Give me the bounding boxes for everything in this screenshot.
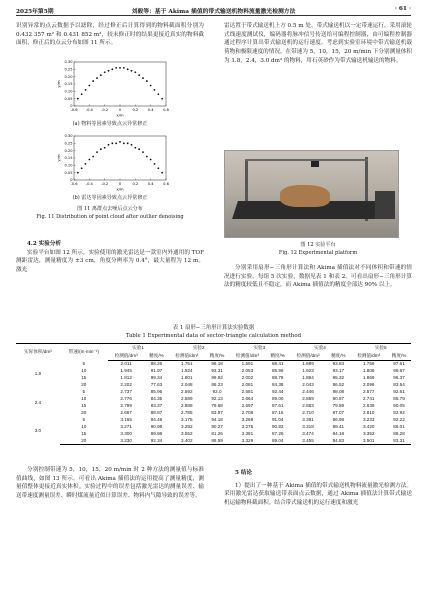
table-row [16, 403, 411, 410]
x-tick-label: -0.2 [101, 108, 109, 112]
data-point [134, 147, 136, 149]
header-speed: 带速/(m·min⁻¹) [60, 344, 108, 361]
cell-speed: 15 [81, 403, 87, 409]
table-1-caption-en: Table 1 Experimental data of sector-triangle calculation method [125, 333, 302, 339]
cell-measured: 3.292 [181, 424, 193, 430]
cell-accuracy: 83.31 [387, 437, 411, 444]
figure-11a-caption: (a) 物料等因素导致点云异常修正 [72, 121, 148, 127]
y-tick-label: 0.25 [64, 67, 73, 72]
data-point [146, 80, 148, 82]
cell-measured: 2.081 [241, 382, 254, 388]
cell-measured: 3.230 [108, 437, 145, 444]
cell-measured: 2.710 [302, 410, 314, 416]
cell-accuracy: 77.63 [150, 382, 163, 388]
cell-accuracy: 90.05 [393, 403, 405, 409]
cell-measured: 1.689 [302, 361, 314, 367]
issue-label: 2025年第5期 [16, 9, 54, 15]
cell-accuracy: 93.31 [211, 368, 223, 374]
cell-measured: 3.300 [120, 431, 132, 437]
cell-accuracy: 85.96 [150, 389, 163, 395]
x-tick-label: -0.6 [70, 182, 78, 186]
data-point [100, 74, 102, 76]
data-point [161, 98, 163, 100]
cell-accuracy: 84.38 [271, 382, 284, 388]
cell-accuracy: 99.92 [211, 375, 223, 381]
cell-measured: 1.801 [181, 375, 193, 381]
cell-measured: 2.581 [241, 389, 254, 395]
y-tick-label: 0.10 [64, 89, 73, 94]
x-tick-label: 0.4 [147, 182, 154, 186]
table-header-row [16, 344, 411, 352]
cell-speed: 20 [81, 382, 87, 388]
cell-measured: 3.175 [181, 417, 193, 423]
left-paragraph-2: 实验平台如图 12 所示。实验使用的激光雷达是一款室内外通用的 TOF 测距雷达，测量精度为 ±3 cm，角度分辨率为 0.4°，最大量程为 12 m。激光 [16, 249, 204, 274]
y-tick-label: 0.10 [64, 163, 73, 168]
cell-accuracy: 87.16 [271, 410, 284, 416]
data-point [161, 172, 163, 174]
data-point [77, 172, 79, 174]
x-tick-label: -0.2 [101, 182, 109, 186]
y-tick-label: 0.15 [64, 156, 73, 161]
figure-12-caption-cn: 图 12 实验平台 [300, 242, 336, 248]
subheader-measured: 检测值/dm³ [290, 352, 327, 360]
cell-accuracy: 85.96 [271, 368, 284, 374]
cell-measured: 1.884 [302, 375, 314, 381]
data-point [85, 163, 87, 165]
data-point [85, 89, 87, 91]
right-column [224, 22, 412, 66]
figure-11b-caption: (b) 雷达等因素导致点云异常修正 [72, 195, 148, 201]
cell-volume: 3.0 [34, 427, 42, 433]
table-row [16, 409, 411, 416]
data-point [77, 98, 79, 100]
data-point [123, 142, 125, 144]
figure-11a-plot [16, 58, 204, 120]
cell-measured: 3.269 [241, 417, 254, 423]
data-point [81, 167, 83, 169]
lidar-sensor [311, 161, 319, 167]
table-row [16, 368, 411, 375]
left-column-lower [16, 240, 204, 275]
cell-measured: 2.664 [241, 396, 254, 402]
section-5-heading: 5 结论 [235, 470, 253, 476]
cell-accuracy: 89.41 [332, 424, 345, 430]
y-tick-label: 0.05 [64, 170, 73, 175]
data-point [150, 159, 152, 161]
cell-accuracy: 86.01 [393, 424, 405, 430]
article-running-title: 刘毅等：基于 Akima 插值的带式输送机物料流量激光检测方法 [131, 9, 296, 15]
cell-accuracy: 86.23 [211, 382, 223, 388]
x-tick-label: 0.2 [132, 108, 139, 112]
cell-speed: 20 [81, 410, 87, 416]
y-tick-label: 0.05 [64, 96, 73, 101]
cell-measured: 3.402 [168, 437, 205, 444]
cell-measured: 3.352 [362, 431, 375, 437]
y-tick-label: 0.20 [64, 74, 73, 79]
data-point [104, 71, 106, 73]
data-point [111, 68, 113, 70]
control-cabinet [375, 191, 395, 219]
left-column [16, 22, 204, 48]
table-row [16, 396, 411, 403]
cell-accuracy: 92.44 [271, 389, 284, 395]
cell-accuracy: 96.37 [393, 375, 405, 381]
cell-accuracy: 92.0 [212, 389, 222, 395]
data-point [150, 85, 152, 87]
cell-accuracy: 84.18 [332, 431, 345, 437]
data-point [108, 70, 110, 72]
cell-measured: 3.165 [120, 417, 132, 423]
x-tick-label: -0.4 [85, 108, 93, 112]
cell-accuracy: 87.61 [271, 403, 284, 409]
cell-measured: 1.751 [181, 361, 193, 367]
data-point [131, 70, 133, 72]
cell-accuracy: 81.26 [211, 431, 223, 437]
subheader-accuracy: 精度/% [205, 352, 229, 360]
cell-accuracy: 96.18 [211, 361, 223, 367]
y-axis-label: y/m [56, 80, 61, 88]
data-point [127, 68, 129, 70]
cell-accuracy: 83.97 [211, 410, 223, 416]
cell-measured: 2.883 [302, 403, 314, 409]
cell-measured: 2.589 [181, 396, 193, 402]
cell-measured: 3.329 [229, 437, 266, 444]
y-tick-label: 0 [70, 104, 73, 109]
table-row [16, 437, 411, 444]
cell-volume: 1.8 [34, 371, 42, 377]
x-tick-label: 0.4 [147, 108, 154, 112]
cell-accuracy: 88.26 [150, 361, 163, 367]
cell-accuracy: 97.61 [393, 361, 405, 367]
data-point [138, 74, 140, 76]
cell-accuracy: 80.87 [332, 396, 345, 402]
cell-measured: 2.048 [181, 382, 193, 388]
x-tick-label: -0.6 [70, 108, 78, 112]
cell-accuracy: 95.32 [332, 375, 345, 381]
header-trial-3: 实验3 [229, 344, 290, 352]
cell-measured: 2.697 [241, 403, 254, 409]
right-paragraph-3: 1）提出了一种基于 Akima 插值的带式输送机物料流量激光检测方法。采用激光雷达获取输送带表面点云数据，通过 Akima 插值法计算带式输送机运输物料截面积。结合带式输送机的运行速度和激光 [224, 482, 412, 507]
data-point [111, 142, 113, 144]
data-point [92, 156, 94, 158]
table-row [16, 360, 411, 367]
cell-measured: 1.924 [181, 368, 193, 374]
data-point [131, 144, 133, 146]
cell-accuracy: 82.92 [393, 410, 405, 416]
cell-measured: 3.455 [290, 437, 327, 444]
cell-measured: 3.391 [302, 417, 314, 423]
cell-accuracy: 98.08 [332, 389, 345, 395]
y-tick-label: 0.30 [64, 134, 73, 139]
data-point [96, 151, 98, 153]
header-trial-4: 实验4 [290, 344, 351, 352]
cell-measured: 2.667 [120, 410, 132, 416]
right-paragraph-1: 雷达置于带式输送机上方 0.5 m 处。带式输送机以一定带速运行，采用滚轮式线速度测试仪，编码器将脉冲信号传送给可编程控制器，由可编程控制器通过程序计算出带式输送机的运行速度。考虑到实验室环境中带式输送机载荷物和极限速度的情况，在带速为 5，10，15，20 m/min 下分别测量体积为 1.8，2.4，3.0 dm³ 的物料，用石英砂作为带式输送机输送的物料。 [224, 23, 412, 64]
header-volume: 实际体积/dm³ [16, 344, 60, 361]
data-point [146, 156, 148, 158]
header-trial-2: 实验2 [168, 344, 229, 352]
subheader-accuracy: 精度/% [145, 352, 169, 360]
figure-11-caption-en: Fig. 11 Distribution of point cloud after outlier denoising [36, 214, 184, 220]
cell-measured: 2.053 [241, 368, 254, 374]
table-row [16, 382, 411, 389]
cell-accuracy: 99.67 [393, 368, 405, 374]
cell-speed: 5 [82, 389, 86, 395]
x-axis-label: x/m [116, 112, 124, 118]
cell-measured: 1.591 [241, 361, 254, 367]
x-axis-label: x/m [116, 186, 124, 192]
x-tick-label: -0.4 [85, 182, 93, 186]
cell-measured: 2.202 [120, 382, 132, 388]
cell-measured: 1.812 [120, 375, 132, 381]
cell-accuracy: 89.04 [266, 437, 290, 444]
table-row [16, 430, 411, 437]
cell-accuracy: 85.79 [393, 396, 405, 402]
cell-measured: 3.420 [362, 424, 375, 430]
cell-measured: 1.806 [362, 368, 375, 374]
y-tick-label: 0.30 [64, 60, 73, 65]
cell-accuracy: 92.13 [211, 396, 223, 402]
table-1 [16, 343, 411, 445]
header-trial-5: 实验5 [350, 344, 411, 352]
left-paragraph-1: 识别异常的点云数据予以滤除，经过修正后计算得到的物料截面积分别为 0.432 357 m² 和 0.431 852 m²，较未修正时的结果更接近真实的物料截面积，修正后的点云分布如图 11 所示。 [16, 23, 204, 47]
data-point [123, 67, 125, 69]
cell-accuracy: 79.68 [211, 403, 223, 409]
running-header [16, 6, 411, 16]
cell-speed: 5 [82, 360, 86, 366]
cell-measured: 2.011 [120, 361, 132, 367]
cell-accuracy: 88.87 [150, 410, 163, 416]
cell-accuracy: 84.83 [326, 437, 350, 444]
subheader-measured: 检测值/dm³ [229, 352, 266, 360]
cell-accuracy: 90.27 [211, 424, 223, 430]
cell-measured: 2.002 [241, 375, 254, 381]
cell-measured: 2.859 [302, 396, 314, 402]
cell-measured: 2.639 [362, 403, 375, 409]
cell-accuracy: 94.49 [150, 417, 163, 423]
cell-measured: 2.096 [362, 382, 375, 388]
cell-measured: 2.043 [302, 382, 314, 388]
cell-accuracy: 90.98 [150, 424, 163, 430]
data-point [138, 148, 140, 150]
data-point [88, 85, 90, 87]
table-row [16, 423, 411, 430]
x-tick-label: 0.2 [132, 182, 139, 186]
cell-speed: 5 [82, 417, 86, 423]
y-axis-label: y/m [56, 154, 61, 162]
cell-accuracy: 89.98 [150, 431, 163, 437]
y-tick-label: 0 [70, 178, 73, 183]
right-column-middle [224, 264, 412, 290]
subheader-accuracy: 精度/% [326, 352, 350, 360]
cell-accuracy: 92.61 [393, 389, 405, 395]
x-tick-label: 0.6 [163, 182, 169, 186]
cell-speed: 10 [81, 396, 87, 402]
data-point [119, 141, 121, 143]
cell-measured: 1.869 [362, 375, 375, 381]
table-body [16, 360, 411, 445]
cell-speed: 10 [81, 368, 87, 374]
cell-accuracy: 86.52 [332, 382, 345, 388]
cell-accuracy: 86.98 [332, 417, 345, 423]
cell-measured: 2.708 [241, 410, 254, 416]
subheader-measured: 检测值/dm³ [350, 352, 387, 360]
table-1-caption-cn: 表 1 扇形−三角形计算法实验数据 [172, 325, 255, 331]
x-tick-label: 0.6 [163, 108, 169, 112]
cell-accuracy: 94.18 [211, 417, 223, 423]
data-point [115, 67, 117, 69]
cell-accuracy: 87.28 [271, 431, 284, 437]
cell-accuracy: 91.97 [150, 368, 163, 374]
cell-accuracy: 92.34 [145, 437, 169, 444]
y-tick-label: 0.25 [64, 141, 73, 146]
x-tick-label: 0 [118, 108, 122, 112]
cell-measured: 3.233 [362, 417, 375, 423]
cell-measured: 3.318 [302, 424, 314, 430]
cell-measured: 2.741 [362, 396, 375, 402]
data-point [127, 142, 129, 144]
page-number: · 61 · [394, 6, 411, 12]
data-point [142, 77, 144, 79]
cell-measured: 1.756 [362, 361, 375, 367]
data-point [81, 93, 83, 95]
cell-measured: 3.271 [120, 424, 132, 430]
left-column-bottom [16, 466, 204, 501]
cell-accuracy: 83.37 [150, 403, 163, 409]
cell-speed: 15 [81, 431, 87, 437]
cell-measured: 2.446 [302, 389, 314, 395]
cell-measured: 3.275 [241, 424, 254, 430]
table-row [16, 389, 411, 396]
cell-accuracy: 87.07 [332, 410, 345, 416]
figure-11b-plot [16, 132, 204, 194]
data-point [100, 148, 102, 150]
cell-measured: 3.474 [302, 431, 314, 437]
cell-measured: 3.381 [241, 431, 254, 437]
cell-accuracy: 86.59 [205, 437, 229, 444]
y-tick-label: 0.20 [64, 148, 73, 153]
cell-volume: 2.4 [34, 399, 42, 405]
data-point [104, 147, 106, 149]
experimental-platform-photo [224, 150, 399, 238]
data-point [88, 159, 90, 161]
cell-measured: 2.577 [362, 389, 375, 395]
data-point [108, 144, 110, 146]
section-4-2-heading: 4.2 实验分析 [27, 241, 62, 247]
cell-measured: 2.737 [120, 389, 132, 395]
cell-accuracy: 88.28 [393, 431, 405, 437]
material-pile [280, 185, 330, 207]
data-point [142, 151, 144, 153]
cell-measured: 2.592 [181, 389, 193, 395]
cell-measured: 2.776 [120, 396, 132, 402]
cell-accuracy: 89.00 [271, 396, 284, 402]
cell-accuracy: 84.35 [150, 396, 163, 402]
cell-accuracy: 93.17 [332, 368, 345, 374]
frame-crossbar [245, 159, 368, 161]
cell-measured: 1.923 [302, 368, 314, 374]
subheader-accuracy: 精度/% [387, 352, 411, 360]
cell-measured: 3.552 [181, 431, 193, 437]
cell-speed: 20 [60, 437, 108, 444]
data-point [92, 80, 94, 82]
figure-12-caption-en: Fig. 12 Experimental platform [278, 250, 358, 256]
data-point [115, 142, 117, 144]
cell-measured: 2.888 [181, 403, 193, 409]
cell-accuracy: 79.89 [332, 403, 345, 409]
cell-accuracy: 99.34 [150, 375, 163, 381]
figure-11-caption-cn: 图 11 离群点去噪后点云分布 [77, 206, 143, 212]
cell-accuracy: 91.04 [271, 417, 284, 423]
y-tick-label: 0.15 [64, 82, 73, 87]
cell-accuracy: 92.22 [393, 417, 405, 423]
data-point [134, 71, 136, 73]
right-paragraph-2: 分别采用扇形−三角形计算法和 Akima 插值法对不同体积和带速的情况进行实验，每组 5 次实验，数据见表 1 和表 2。可看出扇形−三角形计算法的精度较低且不稳定，而 Akima 插值法的精度全部达 90% 以上。 [224, 265, 412, 289]
cell-accuracy: 93.83 [332, 361, 345, 367]
cell-accuracy: 90.83 [271, 424, 284, 430]
cell-speed: 10 [81, 424, 87, 430]
data-point [157, 93, 159, 95]
data-point [119, 67, 121, 69]
data-point [154, 163, 156, 165]
x-tick-label: 0 [118, 182, 122, 186]
header-trial-1: 实验1 [108, 344, 169, 352]
subheader-accuracy: 精度/% [266, 352, 290, 360]
cell-measured: 2.785 [181, 410, 193, 416]
cell-measured: 2.799 [120, 403, 132, 409]
cell-speed: 15 [81, 375, 87, 381]
data-point [154, 89, 156, 91]
data-point [96, 77, 98, 79]
right-column-bottom [224, 469, 412, 508]
left-paragraph-3: 分别控制带速为 5，10，15，20 m/min 时 2 种方法的测量值与标准值曲线，如图 13 所示。可看出 Akima 插值法的运用提高了测量精度，测量值整体更接近真实体积。实验过程中的误差包括激光雷达的测量误差、输送带速度测量误差、瞬时煤流量近似计算误差、物料内气隙导致的误差等。 [16, 467, 204, 500]
table-row [16, 416, 411, 423]
cell-measured: 3.501 [350, 437, 387, 444]
subheader-measured: 检测值/dm³ [168, 352, 205, 360]
cell-accuracy: 88.41 [271, 361, 284, 367]
cell-accuracy: 88.78 [271, 375, 284, 381]
data-point [157, 167, 159, 169]
cell-accuracy: 83.54 [393, 382, 405, 388]
subheader-measured: 检测值/dm³ [108, 352, 145, 360]
cell-measured: 2.810 [362, 410, 375, 416]
table-row [16, 375, 411, 382]
cell-measured: 1.945 [120, 368, 132, 374]
